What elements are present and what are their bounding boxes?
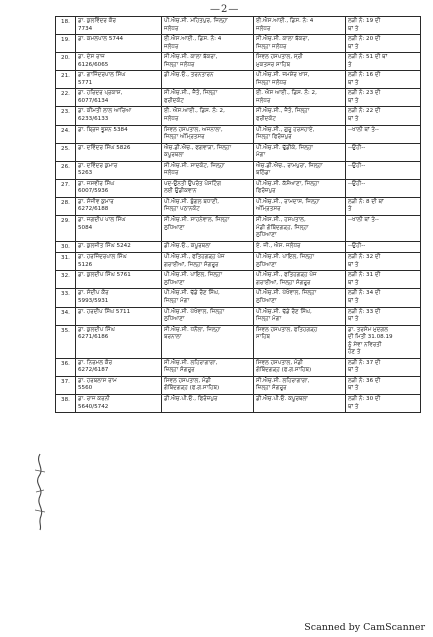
cell-text: --ਉਹੀ-- xyxy=(348,180,366,187)
cell-text: ਡਾ. ਸੰਜੀਵ ਕੁਮਾਰ xyxy=(78,198,114,205)
cell-text: ਡੀ.ਐਚ.ਓ., ਕਪੂਰਥਲਾ xyxy=(164,242,211,249)
cell-text: ਡਾ. ਕੀਮਤੀ ਲਾਲ ਆਰਿਆ xyxy=(78,108,132,115)
officer-name-cell xyxy=(76,216,162,242)
officer-name-cell xyxy=(76,107,162,125)
cell-text: ਬਠਿੰਡਾ xyxy=(256,170,271,177)
cell-text: 6272/6187 xyxy=(78,367,109,374)
cell-text: ਲੜੀ ਨੰ: 16 ਦੀ xyxy=(348,72,381,79)
cell-text: ਮੰਡੀ ਗੋਬਿੰਦਗੜ੍ਹ, ਜਿਲ੍ਹਾ xyxy=(256,224,309,231)
serial-number-cell: 19. xyxy=(56,35,76,53)
cell-text: ਐਚ.ਡੀ.ਐਚ., ਫਗਵਾੜਾ, ਜਿਲ੍ਹਾ xyxy=(164,144,232,151)
table-row xyxy=(56,35,421,53)
cell-text: ਗੋਬਿੰਦਗੜ੍ਹ (ਫ.ਗ.ਸਾਹਿਬ) xyxy=(256,367,312,374)
cell-text: ਲਈ ਉਡੀਕਵਾਨ xyxy=(164,188,197,195)
cell-text: ਸੀ.ਐਚ.ਸੀ. ਲਹਿਰਾਗਾਗਾ, xyxy=(256,377,310,384)
cell-text: ਜਿਲ੍ਹਾ ਮੋਗਾ xyxy=(164,297,190,304)
cell-text: ਜ਼ਿਲ੍ਹਾ ਸੰਗਰੂਰ xyxy=(164,367,195,374)
serial-number-cell: 28. xyxy=(56,197,76,215)
handwritten-signature-icon xyxy=(32,452,48,532)
cell-text: ਸੀ.ਐਸ.ਸੀ., ਹਸਪਤਾਲ, xyxy=(256,217,306,224)
cell-text: ਥਾਂ ਤੇ xyxy=(348,79,359,86)
cell-text: --ਉਹੀ-- xyxy=(348,162,366,169)
remark-cell xyxy=(346,376,421,394)
cell-text: ਈ. ਐਸ.ਆਈ., ਡਿਸ. ਨੰ: 2, xyxy=(164,108,225,115)
new-posting-cell xyxy=(254,253,346,271)
cell-text: ਤੇ xyxy=(348,206,352,213)
current-posting-cell xyxy=(162,89,254,107)
table-row xyxy=(56,271,421,289)
table-row xyxy=(56,216,421,242)
officer-name-cell xyxy=(76,289,162,307)
cell-text: 5993/5931 xyxy=(78,297,109,304)
cell-text: ਲੜੀ ਨੰ: 51 ਦੀ ਥਾਂ xyxy=(348,54,388,61)
cell-text: ਡਾ. ਹਰਬਲਾਸ ਰਾਮ xyxy=(78,377,117,384)
table-body xyxy=(56,17,421,413)
cell-text: ਈ.ਐਸ.ਆਈ., ਡਿਸ. ਨੰ: 4 xyxy=(164,36,222,43)
remark-cell xyxy=(346,197,421,215)
serial-number-cell: 25. xyxy=(56,143,76,161)
table-row xyxy=(56,307,421,325)
new-posting-cell xyxy=(254,289,346,307)
cell-text: ਕਪੂਰਥਲਾ xyxy=(164,152,184,159)
cell-text: ਜਲੰਧਰ xyxy=(256,97,271,104)
cell-text: ਸਿਵਲ ਹਸਪਤਾਲ, ਸ੍ਰੀ xyxy=(256,54,303,61)
cell-text: ਸੀ.ਐਚ.ਸੀ. ਸਾਦਕੋਟ, ਜਿਲ੍ਹਾ xyxy=(164,162,225,169)
page-number: —2— xyxy=(210,4,240,15)
cell-text: ਸੀ.ਐਚ.ਸੀ. ਸਾਹਨੇਵਾਲ, ਜਿਲ੍ਹਾ xyxy=(164,217,230,224)
cell-text: ਫਰੀਦਕੋਟ xyxy=(164,97,184,104)
remark-cell xyxy=(346,179,421,197)
serial-number-cell: 36. xyxy=(56,358,76,376)
remark-cell xyxy=(346,107,421,125)
officer-name-cell xyxy=(76,35,162,53)
new-posting-cell xyxy=(254,89,346,107)
cell-text: ਸੀ.ਐਚ.ਸੀ., ਜੈਤੋ, ਜਿਲ੍ਹਾ xyxy=(256,108,310,115)
table-row xyxy=(56,325,421,358)
table-row xyxy=(56,253,421,271)
remark-cell xyxy=(346,253,421,271)
remark-cell xyxy=(346,71,421,89)
new-posting-cell xyxy=(254,307,346,325)
serial-number-cell: 35. xyxy=(56,325,76,358)
cell-text: ਜਲੰਧਰ xyxy=(164,43,179,50)
cell-text: ਲੜੀ ਨੰ: 30 ਦੀ xyxy=(348,395,381,402)
cell-text: ਪੀ.ਐਚ.ਸੀ., ਫਤਿਹਗੜ੍ਹ ਪੰਜ xyxy=(256,272,317,279)
remark-cell xyxy=(346,17,421,35)
current-posting-cell xyxy=(162,289,254,307)
cell-text: ਨੂੰ ਸੇਵਾ ਨਵਿਰਤੀ xyxy=(348,341,382,348)
cell-text: 5263 xyxy=(78,170,93,177)
cell-text: ਪੀ.ਐਚ.ਸੀ. ਕੱਸੋਆਣਾ, ਜਿਲ੍ਹਾ xyxy=(256,180,320,187)
cell-text: ਜ਼ਿਲ੍ਹਾ ਸੰਗਰੂਰ xyxy=(256,385,287,392)
cell-text: ਪੀ.ਐਚ.ਸੀ. ਪੱਖੋਵਾਲ, ਜਿਲ੍ਹਾ xyxy=(164,308,225,315)
cell-text: ਪੀ.ਐਚ.ਸੀ. ਢੱਡੇ ਰੌਣ ਸਿੰਘ, xyxy=(256,308,312,315)
cell-text: 5560 xyxy=(78,385,93,392)
new-posting-cell xyxy=(254,125,346,143)
cell-text: 5126 xyxy=(78,261,93,268)
remark-cell xyxy=(346,35,421,53)
cell-text: ਹੋਣ ਤੇ xyxy=(348,349,361,356)
cell-text: ਐਚ.ਡੀ.ਐਚ., ਰਾਮਪੁਰਾ, ਜਿਲ੍ਹਾ xyxy=(256,162,323,169)
serial-number-cell: 18. xyxy=(56,17,76,35)
cell-text: ਲੁਧਿਆਣਾ xyxy=(256,297,277,304)
officer-name-cell xyxy=(76,376,162,394)
serial-number-cell: 34. xyxy=(56,307,76,325)
cell-text: ਜਿਲ੍ਹਾ ਫਿਰੋਜ਼ਪੁਰ xyxy=(256,134,292,141)
new-posting-cell xyxy=(254,179,346,197)
table-row xyxy=(56,394,421,412)
officer-name-cell xyxy=(76,253,162,271)
cell-text: ਪੀ.ਐਚ.ਸੀ. ਬੁੰਗਲ ਬਧਾਣੀ, xyxy=(164,198,220,205)
new-posting-cell xyxy=(254,197,346,215)
remark-cell xyxy=(346,325,421,358)
current-posting-cell xyxy=(162,271,254,289)
current-posting-cell xyxy=(162,161,254,179)
officer-name-cell xyxy=(76,53,162,71)
table-row xyxy=(56,161,421,179)
table-row xyxy=(56,89,421,107)
officer-name-cell xyxy=(76,71,162,89)
officer-name-cell xyxy=(76,125,162,143)
officer-name-cell xyxy=(76,143,162,161)
cell-text: ਪਦ-ਉਨਤੀ ਉਪਰੰਤ ਪੋਸਟਿੰਗ xyxy=(164,180,222,187)
cell-text: ਜਿਲ੍ਹਾ ਜਲੰਧਰ xyxy=(256,43,287,50)
cell-text: ਲੜੀ ਨੰ: 31 ਦੀ xyxy=(348,272,381,279)
cell-text: ਜਿਲ੍ਹਾ ਜਲੰਧਰ xyxy=(164,61,195,68)
officer-name-cell xyxy=(76,89,162,107)
table-row xyxy=(56,71,421,89)
remark-cell xyxy=(346,143,421,161)
cell-text: --ਖਾਲੀ ਥਾਂ ਤੇ-- xyxy=(348,126,379,133)
cell-text: ਡਾ. ਕੁਲਜੀਤ ਸਿੰਘ 5242 xyxy=(78,242,131,249)
cell-text: ਲੜੀ ਨੰ: 8 ਦੀ ਥਾਂ xyxy=(348,198,384,205)
cell-text: ਡਾ. ਦਵਿੰਦਰ ਸਿੰਘ 5826 xyxy=(78,144,131,151)
serial-number-cell: 26. xyxy=(56,161,76,179)
cell-text: ਸੀ.ਐਚ.ਸੀ. ਲਹਿਰਾਗਾਗਾ, xyxy=(164,359,218,366)
cell-text: ਥਾਂ ਤੇ xyxy=(348,367,359,374)
officer-name-cell xyxy=(76,241,162,253)
officer-name-cell xyxy=(76,307,162,325)
cell-text: ਲੜੀ ਨੰ: 33 ਦੀ xyxy=(348,308,381,315)
cell-text: ਥਾਂ ਤੇ xyxy=(348,261,359,268)
cell-text: ਪੀ.ਐਚ.ਸੀ., ਰਾਮਦਾਸ, ਜਿਲ੍ਹਾ xyxy=(256,198,320,205)
officer-name-cell xyxy=(76,271,162,289)
serial-number-cell: 24. xyxy=(56,125,76,143)
cell-text: ਪੀ.ਐਚ.ਸੀ. ਢੁੱਡੀਕੇ, ਜਿਲ੍ਹਾ xyxy=(256,144,313,151)
cell-text: ਗਰਾਈਆਂ, ਜਿਲ੍ਹਾ ਸੰਗਰੂਰ xyxy=(164,261,219,268)
officer-name-cell xyxy=(76,197,162,215)
cell-text: ਪੀ.ਐਚ.ਸੀ. ਮਹਿਤਪੁਰ, ਜਿਲ੍ਹਾ xyxy=(164,18,228,24)
cell-text: ਪੀ.ਐਚ.ਸੀ., ਗੁਰੂ ਹਰਸਹਾਏ, xyxy=(256,126,315,133)
cell-text: ਜਿਲ੍ਹਾ ਜਲੰਧਰ xyxy=(256,79,287,86)
officer-name-cell xyxy=(76,179,162,197)
cell-text: ਲੁਧਿਆਣਾ xyxy=(164,224,185,231)
new-posting-cell xyxy=(254,271,346,289)
table-row xyxy=(56,289,421,307)
cell-text: ਅੰਮ੍ਰਿਤਸਰ xyxy=(256,206,281,213)
new-posting-cell xyxy=(254,161,346,179)
remark-cell xyxy=(346,289,421,307)
cell-text: ਸੀ.ਐਚ.ਸੀ. ਧਨੌਲਾ, ਜਿਲ੍ਹਾ xyxy=(164,326,221,333)
cell-text: ਮੋਗਾ xyxy=(256,152,266,159)
new-posting-cell xyxy=(254,53,346,71)
cell-text: ਥਾਂ ਤੇ xyxy=(348,43,359,50)
remark-cell xyxy=(346,358,421,376)
cell-text: 5084 xyxy=(78,224,93,231)
cell-text: ਈ. ਐਸ ਆਈ., ਡਿਸ. ਨੰ: 2, xyxy=(256,90,317,97)
cell-text: --ਉਹੀ-- xyxy=(348,144,366,151)
cell-text: ਲੁਧਿਆਣਾ xyxy=(256,261,277,268)
new-posting-cell xyxy=(254,216,346,242)
serial-number-cell: 31. xyxy=(56,253,76,271)
cell-text: ਜਿਲ੍ਹਾ ਮੋਗਾ xyxy=(256,316,282,323)
current-posting-cell xyxy=(162,143,254,161)
new-posting-cell xyxy=(254,107,346,125)
serial-number-cell: 27. xyxy=(56,179,76,197)
cell-text: ਡਾ. ਹਰਿਦਰ ਪ੍ਰਕਾਸ਼, xyxy=(78,90,123,97)
cell-text: --ਉਹੀ-- xyxy=(348,242,366,249)
table-row xyxy=(56,125,421,143)
current-posting-cell xyxy=(162,53,254,71)
cell-text: ਲੜੀ ਨੰ: 20 ਦੀ xyxy=(348,36,381,43)
officer-name-cell xyxy=(76,325,162,358)
cell-text: ਡੀ.ਐਚ.ਓ., ਤਰਨਤਾਰਨ xyxy=(164,72,214,79)
current-posting-cell xyxy=(162,253,254,271)
cell-text: ਸਿਵਲ ਹਸਪਤਾਲ, ਮੰਡੀ xyxy=(164,377,211,384)
cell-text: ਲੁਧਿਆਣਾ xyxy=(164,279,185,286)
cell-text: ਡਾ. ਕਮਲਪਾਲ 5744 xyxy=(78,36,124,43)
current-posting-cell xyxy=(162,241,254,253)
remark-cell xyxy=(346,161,421,179)
cell-text: ਲੁਧਿਆਣਾ xyxy=(256,232,277,239)
cell-text: ਪੀ.ਐਚ.ਸੀ., ਫਤਿਹਗੜ੍ਹ ਪੰਜ xyxy=(164,254,225,261)
serial-number-cell: 22. xyxy=(56,89,76,107)
cell-text: ਪੀ.ਐਚ.ਸੀ. ਪਾਇਲ, ਜਿਲ੍ਹਾ xyxy=(256,254,315,261)
current-posting-cell xyxy=(162,71,254,89)
cell-text: ਡੀ.ਐਚ.ਪੀ.ਓ., ਫਿਰੋਜ਼ਪੁਰ xyxy=(164,395,218,402)
table-row xyxy=(56,179,421,197)
cell-text: 6077/6134 xyxy=(78,97,109,104)
cell-text: ਪੀ.ਐਚ.ਸੀ. ਪਾਇਲ, ਜਿਲ੍ਹਾ xyxy=(164,272,223,279)
table-row xyxy=(56,143,421,161)
cell-text: ਗਰਾਈਆਂ, ਜਿਲ੍ਹਾ ਸੰਗਰੂਰ xyxy=(256,279,311,286)
cell-text: 6126/6065 xyxy=(78,61,109,68)
new-posting-cell xyxy=(254,17,346,35)
cell-text: ਸੀ.ਐਚ.ਸੀ. ਕਾਲਾ ਬੱਕਰਾ, xyxy=(164,54,218,61)
cell-text: ਲੜੀ ਨੰ: 37 ਦੀ xyxy=(348,359,381,366)
cell-text: ਮੁਕਤਸਰ ਸਾਹਿਬ xyxy=(256,61,291,68)
cell-text: ਪੀ.ਐਚ.ਸੀ. ਪੱਖੋਵਾਲ, ਜਿਲ੍ਹਾ xyxy=(256,290,317,297)
new-posting-cell xyxy=(254,143,346,161)
cell-text: ਜਲੰਧਰ xyxy=(256,25,271,32)
cell-text: ਸਾਹਿਬ xyxy=(256,334,271,341)
table-row xyxy=(56,241,421,253)
cell-text: ਡਾ. ਕੁਲਵਿੰਦਰ ਕੌਰ xyxy=(78,18,116,24)
cell-text: ਲੜੀ ਨੰ: 32 ਦੀ xyxy=(348,254,381,261)
serial-number-cell: 32. xyxy=(56,271,76,289)
cell-text: ਡਾ. ਸੰਦੀਪ ਕੌਰ xyxy=(78,290,109,297)
cell-text: ਡਾ. ਰਾਜ ਕਰਨੀ xyxy=(78,395,110,402)
cell-text: ਡਾ. ਦਵਿੰਦਰ ਕੁਮਾਰ xyxy=(78,162,118,169)
current-posting-cell xyxy=(162,17,254,35)
serial-number-cell: 21. xyxy=(56,71,76,89)
remark-cell xyxy=(346,307,421,325)
cell-text: 6272/6188 xyxy=(78,206,109,213)
current-posting-cell xyxy=(162,358,254,376)
current-posting-cell xyxy=(162,394,254,412)
cell-text: ਥਾਂ ਤੇ xyxy=(348,385,359,392)
current-posting-cell xyxy=(162,197,254,215)
cell-text: ਬਰਨਾਲਾ xyxy=(164,334,182,341)
current-posting-cell xyxy=(162,125,254,143)
cell-text: ਸੀ.ਐਚ.ਸੀ. ਕਾਲਾ ਬੱਕਰਾ, xyxy=(256,36,310,43)
cell-text: ਡਾ. ਦੇਸ ਰਾਜ xyxy=(78,54,105,61)
table-row xyxy=(56,197,421,215)
table-row xyxy=(56,53,421,71)
table-row xyxy=(56,358,421,376)
cell-text: ਫਿਰੋਜ਼ਪੁਰ xyxy=(256,188,276,195)
remark-cell xyxy=(346,89,421,107)
new-posting-cell xyxy=(254,358,346,376)
current-posting-cell xyxy=(162,216,254,242)
cell-text: ਏ. ਜੀ., ਐਸ. ਜਲੰਧਰ xyxy=(256,242,301,249)
cell-text: ਥਾਂ ਤੇ xyxy=(348,279,359,286)
table-row xyxy=(56,376,421,394)
officer-name-cell xyxy=(76,17,162,35)
serial-number-cell: 38. xyxy=(56,394,76,412)
serial-number-cell: 33. xyxy=(56,289,76,307)
remark-cell xyxy=(346,394,421,412)
cell-text: ਡਾ. ਹਰਦੀਪ ਸਿੰਘ 5711 xyxy=(78,308,131,315)
remark-cell xyxy=(346,216,421,242)
cell-text: ਜਿਲ੍ਹਾ ਪਠਾਨਕੋਟ xyxy=(164,206,200,213)
cell-text: ਡਾ. ਜਸਵੀਰ ਸਿੰਘ xyxy=(78,180,115,187)
current-posting-cell xyxy=(162,35,254,53)
cell-text: ਲੜੀ ਨੰ: 22 ਦੀ xyxy=(348,108,381,115)
officer-name-cell xyxy=(76,358,162,376)
cell-text: ਸੀ.ਐਚ.ਸੀ., ਜੈਤੋ, ਜਿਲ੍ਹਾ xyxy=(164,90,218,97)
serial-number-cell: 37. xyxy=(56,376,76,394)
cell-text: ਈ.ਐਸ.ਆਈ., ਡਿਸ. ਨੰ: 4 xyxy=(256,18,314,24)
new-posting-cell xyxy=(254,241,346,253)
cell-text: ਡਾ. ਕੁਲਦੀਪ ਸਿੰਘ xyxy=(78,326,115,333)
cell-text: ਡਾ. ਤਰਸੇਮ ਮੁਦਗਲ xyxy=(348,326,389,333)
current-posting-cell xyxy=(162,307,254,325)
new-posting-cell xyxy=(254,376,346,394)
cell-text: 6007/5936 xyxy=(78,188,109,195)
cell-text: ਪੀ.ਐਚ.ਸੀ. ਜਮਸ਼ੇਰ ਖਾਸ, xyxy=(256,72,310,79)
cell-text: ਡਾ. ਹਰਜਿੰਦਰਪਾਲ ਸਿੰਘ xyxy=(78,254,127,261)
cell-text: ਜਿਲ੍ਹਾ ਅੰਮ੍ਰਿਤਸਰ xyxy=(164,134,205,141)
cell-text: 6271/6186 xyxy=(78,334,109,341)
officer-name-cell xyxy=(76,394,162,412)
cell-text: ਥਾਂ ਤੇ xyxy=(348,297,359,304)
table-row xyxy=(56,107,421,125)
cell-text: --ਖਾਲੀ ਥਾਂ ਤੇ-- xyxy=(348,217,379,224)
new-posting-cell xyxy=(254,71,346,89)
cell-text: ਜਲੰਧਰ xyxy=(164,116,179,123)
cell-text: ਸਿਵਲ ਹਸਪਤਾਲ, ਅਜਨਾਲਾ, xyxy=(164,126,223,133)
cell-text: ਲੜੀ ਨੰ: 23 ਦੀ xyxy=(348,90,381,97)
cell-text: ਜਲੰਧਰ xyxy=(164,25,179,32)
cell-text: ਗੋਬਿੰਦਗੜ੍ਹ (ਫ.ਗ.ਸਾਹਿਬ) xyxy=(164,385,220,392)
serial-number-cell: 20. xyxy=(56,53,76,71)
current-posting-cell xyxy=(162,107,254,125)
cell-text: ਫਰੀਦਕੋਟ xyxy=(256,116,276,123)
cell-text: ਡੀ.ਐਚ.ਪੀ.ਓ. ਕਪੂਰਥਲਾ xyxy=(256,395,308,402)
cell-text: ਦੀ ਮਿਤੀ 31.08.19 xyxy=(348,334,393,341)
cell-text: 6233/6133 xyxy=(78,116,109,123)
remark-cell xyxy=(346,271,421,289)
cell-text: ਜਲੰਧਰ xyxy=(164,170,179,177)
new-posting-cell xyxy=(254,325,346,358)
scanner-watermark: Scanned by CamScanner xyxy=(304,622,425,633)
cell-text: ਸਿਵਲ ਹਸਪਤਾਲ, ਮੰਡੀ xyxy=(256,359,303,366)
cell-text: 5640/5742 xyxy=(78,403,109,410)
officer-name-cell xyxy=(76,161,162,179)
cell-text: ਤੇ xyxy=(348,61,352,68)
cell-text: ਲੜੀ ਨੰ: 34 ਦੀ xyxy=(348,290,381,297)
cell-text: ਲੁਧਿਆਣਾ xyxy=(164,316,185,323)
current-posting-cell xyxy=(162,376,254,394)
cell-text: ਡਾ. ਜਗਦੀਪ ਪਾਲ ਸਿੰਘ xyxy=(78,217,126,224)
cell-text: ਥਾਂ ਤੇ xyxy=(348,403,359,410)
cell-text: ਡਾ. ਬ੍ਰਿਜ ਭੂਸ਼ਨ 5384 xyxy=(78,126,128,133)
cell-text: ਥਾਂ ਤੇ xyxy=(348,25,359,32)
remark-cell xyxy=(346,53,421,71)
cell-text: ਪੀ.ਐਚ.ਸੀ. ਢੱਡੇ ਰੌਣ ਸਿੰਘ, xyxy=(164,290,220,297)
serial-number-cell: 29. xyxy=(56,216,76,242)
serial-number-cell: 23. xyxy=(56,107,76,125)
cell-text: ਲੜੀ ਨੰ: 19 ਦੀ xyxy=(348,18,381,24)
cell-text: ਡਾ. ਗਾਜਿੰਦਰਪਾਲ ਸਿੰਘ xyxy=(78,72,126,79)
cell-text: 5771 xyxy=(78,79,93,86)
new-posting-cell xyxy=(254,394,346,412)
new-posting-cell xyxy=(254,35,346,53)
cell-text: ਥਾਂ ਤੇ xyxy=(348,316,359,323)
current-posting-cell xyxy=(162,179,254,197)
cell-text: ਡਾ. ਨਿਰਮਲ ਕੌਰ xyxy=(78,359,113,366)
cell-text: 7734 xyxy=(78,25,93,32)
cell-text: ਥਾਂ ਤੇ xyxy=(348,97,359,104)
cell-text: ਲੜੀ ਨੰ: 36 ਦੀ xyxy=(348,377,381,384)
remark-cell xyxy=(346,241,421,253)
serial-number-cell: 30. xyxy=(56,241,76,253)
current-posting-cell xyxy=(162,325,254,358)
table-row xyxy=(56,17,421,35)
cell-text: ਸਿਵਲ ਹਸਪਤਾਲ, ਫਤਿਹਗੜ੍ਹ xyxy=(256,326,318,333)
transfer-table xyxy=(55,16,421,413)
cell-text: ਥਾਂ ਤੇ xyxy=(348,116,359,123)
remark-cell xyxy=(346,125,421,143)
cell-text: ਡਾ. ਕੁਲਦੀਪ ਸਿੰਘ 5761 xyxy=(78,272,131,279)
